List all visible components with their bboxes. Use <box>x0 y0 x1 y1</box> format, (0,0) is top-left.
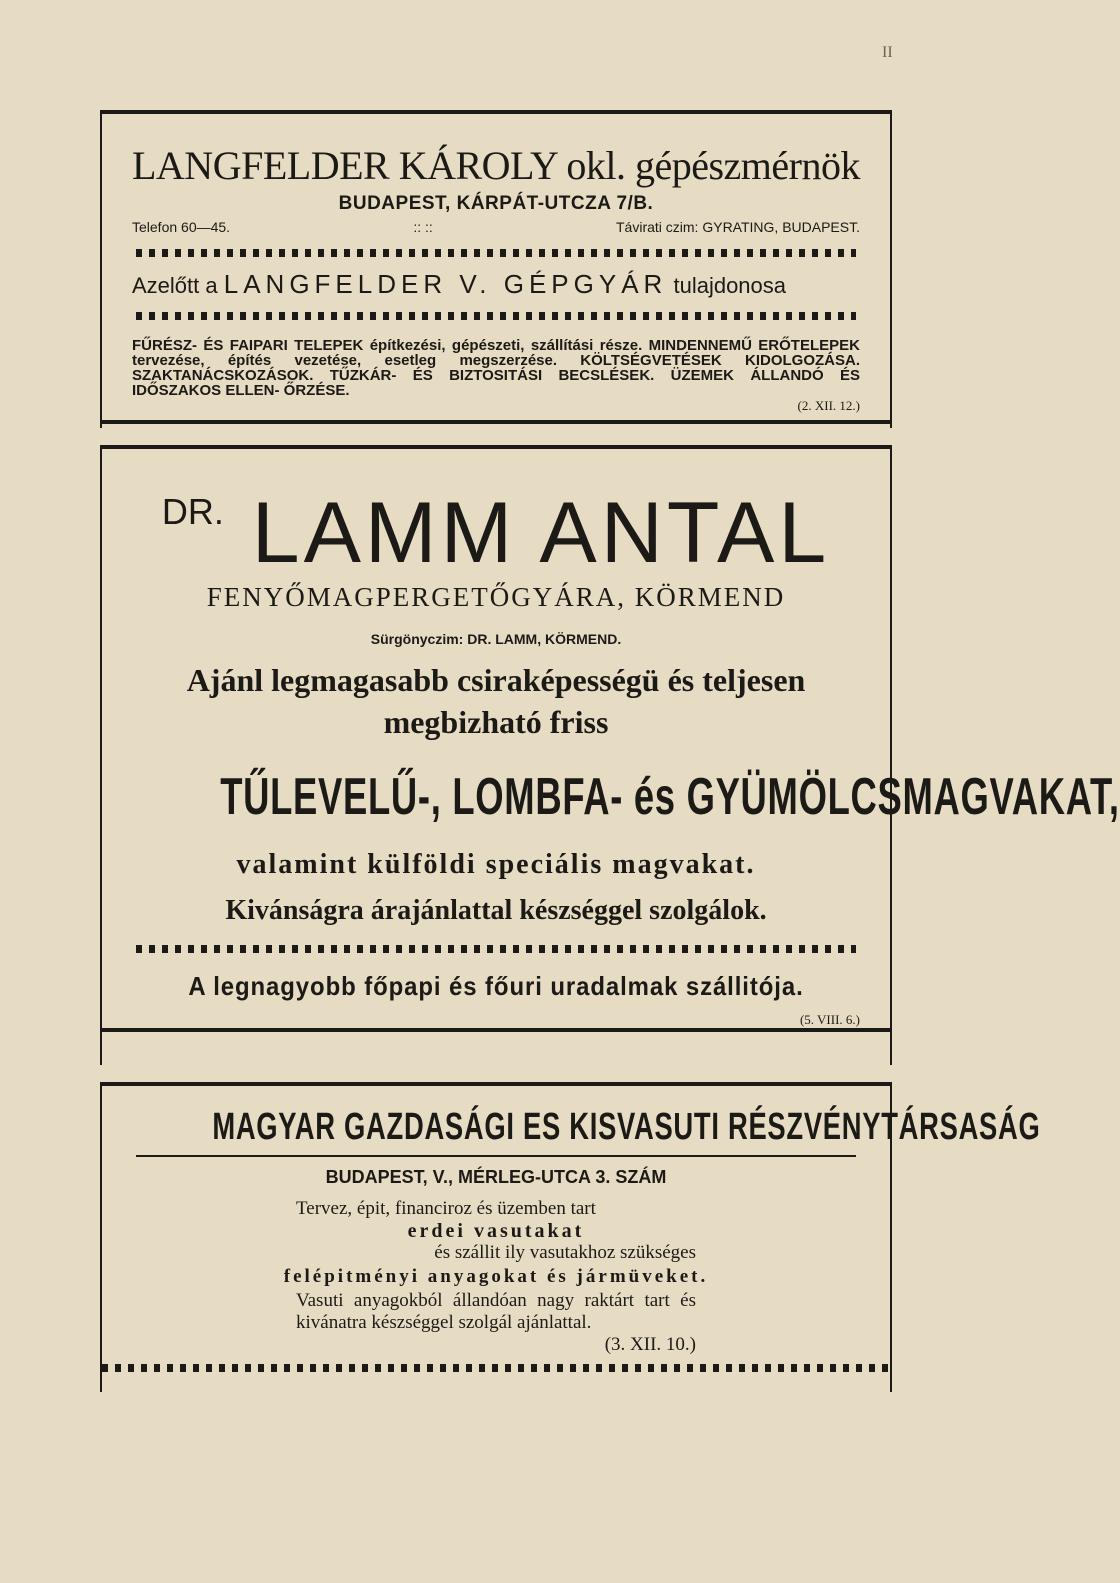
dotted-divider <box>136 945 856 953</box>
ad1-contact-row <box>102 219 890 235</box>
dotted-divider <box>136 249 856 257</box>
langfelder-advertisement <box>100 110 892 428</box>
page-number: II <box>882 44 893 61</box>
ad1-formerly-prefix: Azelőtt a <box>132 273 218 298</box>
ad1-telephone: Telefon 60—45. <box>132 219 231 235</box>
ad3-reference: (3. XII. 10.) <box>604 1334 696 1355</box>
dotted-divider <box>136 312 856 320</box>
ad2-wish: Kivánságra árajánlattal készséggel szolgálok. <box>225 895 767 926</box>
ad3-line2: erdei vasutakat <box>407 1220 585 1242</box>
ad2-name <box>102 467 890 581</box>
ad2-telegram: Sürgönyczim: DR. LAMM, KÖRMEND. <box>370 631 622 647</box>
ad1-separator: :: :: <box>413 219 433 235</box>
lamm-advertisement <box>100 445 1120 1065</box>
dotted-divider <box>102 1364 890 1372</box>
ad3-line5: Vasuti anyagokból állandóan nagy raktárt tart és kivánatra készséggel szolgál ajánlattal. <box>296 1290 696 1333</box>
bottom-rule <box>102 420 890 424</box>
ad2-products: TŰLEVELŰ-, LOMBFA- és GYÜMÖLCSMAGVAKAT, <box>220 768 1120 826</box>
bottom-rule <box>102 1028 890 1032</box>
ad1-title: LANGFELDER KÁROLY okl. gépészmérnök <box>131 143 860 188</box>
ad3-line4: felépitményi anyagokat és jármüveket. <box>283 1266 709 1287</box>
ad1-formerly-name: LANGFELDER V. GÉPGYÁR <box>223 269 668 299</box>
ad2-also: valamint külföldi speciális magvakat. <box>236 849 756 880</box>
top-rule <box>102 445 890 449</box>
kisvasuti-advertisement <box>100 1082 1041 1392</box>
ad3-description-2 <box>296 1290 696 1356</box>
top-rule <box>102 1082 890 1086</box>
ad1-address: BUDAPEST, KÁRPÁT-UTCZA 7/B. <box>338 193 654 214</box>
ad2-dr: DR. <box>161 491 224 532</box>
ad3-address: BUDAPEST, V., MÉRLEG-UTCA 3. SZÁM <box>325 1167 667 1187</box>
company-underline <box>136 1155 856 1157</box>
ad2-name-text: LAMM ANTAL <box>251 485 831 581</box>
ad3-description <box>296 1198 696 1264</box>
ad1-formerly <box>102 269 890 300</box>
ad1-body: FŰRÉSZ- ÉS FAIPARI TELEPEK építkezési, gépészeti, szállítási része. MINDENNEMŰ ERŐTELEPEK tervezése, építés vezetése, esetleg megszerzése. KÖLTSÉGVETÉSEK KIDOLGOZÁSA. SZAKTANÁCSKOZÁSOK. TŰZKÁR- ÉS BIZTOSITÁSI BECSLÉSEK. ÜZEMEK ÁLLANDÓ ÉS IDŐSZAKOS ELLEN- ŐRZÉSE. <box>132 337 860 399</box>
ad2-supplier: A legnagyobb főpapi és főuri uradalmak szállitója. <box>188 971 804 1001</box>
top-rule <box>102 110 890 114</box>
ad2-offer: Ajánl legmagasabb csiraképességü és teljesen megbizható friss <box>186 662 806 740</box>
ad3-line1: Tervez, épit, financiroz és üzemben tart <box>296 1198 596 1219</box>
ad1-telegram: Távirati czim: GYRATING, BUDAPEST. <box>616 219 860 235</box>
ad1-reference: (2. XII. 12.) <box>797 398 860 413</box>
ad2-reference: (5. VIII. 6.) <box>799 1012 860 1027</box>
ad2-subtitle: FENYŐMAGPERGETŐGYÁRA, KÖRMEND <box>206 582 786 612</box>
ad3-company: MAGYAR GAZDASÁGI ES KISVASUTI RÉSZVÉNYTÁRSASÁG <box>212 1106 1041 1148</box>
ad3-line3: és szállit ily vasutakhoz szükséges <box>434 1242 696 1263</box>
ad1-formerly-suffix: tulajdonosa <box>673 273 787 298</box>
